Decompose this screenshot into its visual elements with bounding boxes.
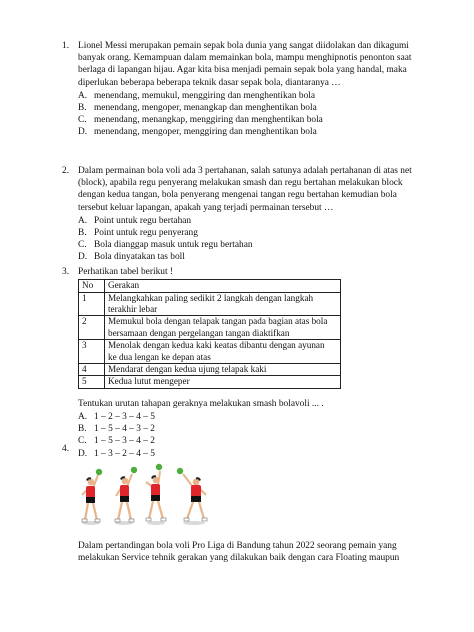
table-row: [79, 316, 341, 340]
table-header-cell: Gerakan: [105, 280, 341, 292]
option-d: D. Bola dinyatakan tas boll: [78, 252, 185, 263]
table-cell-no: 3: [79, 340, 105, 364]
text-line: melakukan Service tehnik gerakan yang dilakukan baik dengan cara Floating maupun: [78, 553, 400, 564]
ball-icon: [156, 464, 162, 470]
text-line: dengan kedua tangan, bola penyerang mengenai tangan regu bertahan kemudian bola: [78, 190, 397, 201]
question-number: 3.: [62, 267, 70, 277]
table-cell-no: 4: [79, 364, 105, 376]
table-intro: Perhatikan tabel berikut !: [78, 267, 174, 277]
answer-options: [78, 411, 414, 460]
text-line: banyak orang. Kemampuan dalam memainkan bola, mampu menghipnotis penonton saat: [78, 53, 412, 64]
answer-options: [78, 90, 414, 139]
option-c: C. 1 – 5 – 3 – 4 – 2: [78, 436, 155, 447]
table-cell-movement: Menolak dengan kedua kaki keatas dibantu dengan ayunan ke dua lengan ke depan atas: [105, 340, 341, 364]
volleyball-serve-illustration: [76, 462, 216, 526]
text-line: Dalam permainan bola voli ada 3 pertahanan, salah satunya adalah pertahanan di atas net: [78, 166, 412, 176]
option-a: A. menendang, memukul, menggiring dan menghentikan bola: [78, 90, 316, 101]
question-text: [78, 165, 414, 214]
player-figure-1: [82, 469, 102, 522]
table-cell-no: 2: [79, 316, 105, 340]
ball-icon: [96, 469, 102, 475]
question-2: [62, 165, 414, 264]
option-c: C. Bola dianggap masuk untuk regu bertahan: [78, 240, 253, 251]
text-line: tersebut keluar lapangan, apakah yang terjadi permainan tersebut …: [78, 202, 334, 213]
ball-icon: [177, 468, 183, 474]
option-b: B. 1 – 5 – 4 – 3 – 2: [78, 424, 155, 435]
option-d: D. 1 – 3 – 2 – 4 – 5: [78, 448, 155, 459]
question-text: [78, 40, 414, 89]
table-cell-movement: Memukul bola dengan telapak tangan pada bagian atas bola bersamaan dengan pergelangan tangan diaktifkan: [105, 316, 341, 340]
question-4-body: [62, 540, 414, 564]
table-row: [79, 340, 341, 364]
question-text: Tentukan urutan tahapan geraknya melakukan smash bolavoli ... .: [78, 398, 324, 409]
question-text: [78, 540, 414, 564]
question-number: 1.: [62, 41, 70, 51]
text-line: berlaga di lapangan hijau. Agar kita bisa menjadi pemain sepak bola yang handal, maka: [78, 65, 407, 76]
movement-table: [78, 279, 341, 389]
table-header-row: [79, 280, 341, 292]
text-line: Dalam pertandingan bola voli Pro Liga di Bandung tahun 2022 seorang pemain yang: [78, 541, 397, 551]
player-figure-4: [177, 468, 207, 521]
option-b: B. menendang, mengoper, menangkap dan menghentikan bola: [78, 103, 317, 114]
option-a: A. Point untuk regu bertahan: [78, 215, 192, 226]
ball-icon: [131, 467, 137, 473]
table-header-cell: No: [79, 280, 105, 292]
text-line: diperlukan beberapa beberapa teknik dasar sepak bola, diantaranya …: [78, 77, 341, 88]
question-number: 2.: [62, 166, 70, 176]
table-cell-movement: Mendarat dengan kedua ujung telapak kaki: [105, 364, 341, 376]
table-cell-movement: Kedua lutut mengeper: [105, 376, 341, 388]
table-row: [79, 364, 341, 376]
answer-options: [78, 215, 414, 264]
option-d: D. menendang, mengoper, menggiring dan menghentikan bola: [78, 127, 317, 138]
option-b: B. Point untuk regu penyerang: [78, 228, 198, 239]
table-cell-no: 5: [79, 376, 105, 388]
table-row: [79, 292, 341, 316]
text-line: Lionel Messi merupakan pemain sepak bola dunia yang sangat diidolakan dan dikagumi: [78, 41, 409, 51]
player-figure-2: [115, 467, 137, 522]
question-number: 4.: [62, 444, 70, 454]
table-cell-movement: Melangkahkan paling sedikit 2 langkah dengan langkah terakhir lebar: [105, 292, 341, 316]
option-c: C. menendang, menangkap, menggiring dan menghentikan bola: [78, 115, 323, 126]
ground-shadows: [82, 521, 205, 525]
question-3: [62, 266, 414, 460]
player-figure-3: [146, 464, 166, 521]
option-a: A. 1 – 2 – 3 – 4 – 5: [78, 412, 155, 423]
question-1: [62, 40, 414, 139]
table-row: [79, 376, 341, 388]
text-line: (block), apabila regu penyerang melakukan smash dan regu bertahan melakukan block: [78, 178, 403, 189]
table-cell-no: 1: [79, 292, 105, 316]
